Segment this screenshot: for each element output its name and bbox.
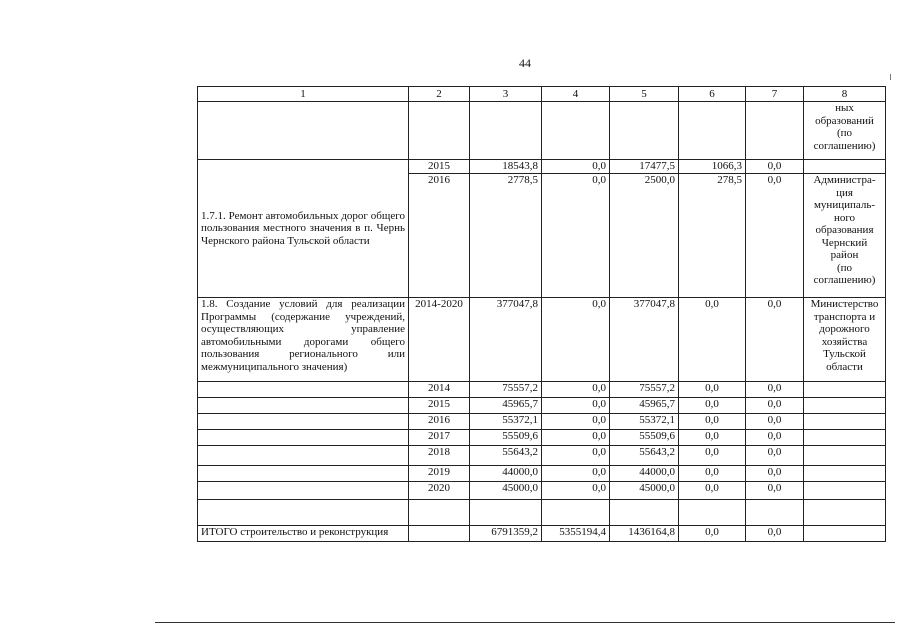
- continuation-cell: [610, 102, 679, 160]
- blank-cell: [804, 526, 886, 542]
- spacer-row: [198, 500, 886, 526]
- value-cell: 0,0: [746, 526, 804, 542]
- blank-cell: [198, 482, 409, 500]
- value-cell: 0,0: [679, 382, 746, 398]
- blank-cell: [804, 382, 886, 398]
- value-cell: 278,5: [679, 174, 746, 298]
- value-cell: 2500,0: [610, 174, 679, 298]
- value-cell: 0,0: [542, 160, 610, 174]
- value-cell: 0,0: [679, 446, 746, 466]
- value-cell: 0,0: [679, 482, 746, 500]
- column-header: 4: [542, 87, 610, 102]
- value-cell: 1436164,8: [610, 526, 679, 542]
- column-header: 7: [746, 87, 804, 102]
- year-cell: 2015: [409, 398, 470, 414]
- value-cell: 55509,6: [610, 430, 679, 446]
- value-cell: 377047,8: [610, 298, 679, 382]
- total-cell: 44000,0: [470, 466, 542, 482]
- value-cell: 0,0: [746, 482, 804, 500]
- blank-cell: [804, 414, 886, 430]
- blank-cell: [198, 466, 409, 482]
- year-cell: 2018: [409, 446, 470, 466]
- column-header: 3: [470, 87, 542, 102]
- total-row: [198, 526, 886, 542]
- column-header: 6: [679, 87, 746, 102]
- year-cell: 2016: [409, 414, 470, 430]
- blank-cell: [542, 500, 610, 526]
- value-cell: 0,0: [679, 466, 746, 482]
- year-cell: 2017: [409, 430, 470, 446]
- total-cell: 75557,2: [470, 382, 542, 398]
- blank-cell: [198, 414, 409, 430]
- table-row: [198, 414, 886, 430]
- value-cell: 0,0: [542, 174, 610, 298]
- total-cell: 377047,8: [470, 298, 542, 382]
- total-cell: 55643,2: [470, 446, 542, 466]
- value-cell: 0,0: [746, 174, 804, 298]
- value-cell: 0,0: [542, 466, 610, 482]
- value-cell: 0,0: [679, 398, 746, 414]
- column-header: 8: [804, 87, 886, 102]
- total-cell: 2778,5: [470, 174, 542, 298]
- blank-cell: [409, 500, 470, 526]
- value-cell: 0,0: [746, 414, 804, 430]
- value-cell: 1066,3: [679, 160, 746, 174]
- value-cell: 0,0: [746, 446, 804, 466]
- total-cell: 18543,8: [470, 160, 542, 174]
- value-cell: 0,0: [746, 382, 804, 398]
- continuation-cell: [542, 102, 610, 160]
- executor-cell: [804, 160, 886, 174]
- item-171-name: 1.7.1. Ремонт автомобильных дорог общего пользования местного значения в п. Чернь Чернского района Тульской области: [201, 209, 405, 247]
- value-cell: 0,0: [679, 526, 746, 542]
- continuation-row: [198, 102, 886, 160]
- blank-cell: [679, 500, 746, 526]
- value-cell: 0,0: [746, 466, 804, 482]
- blank-cell: [804, 482, 886, 500]
- item-171-executor: Администра- ция муниципаль- ного образования Чернский район (по соглашению): [804, 174, 886, 298]
- item-171-name-cell: [198, 160, 409, 298]
- item-18-name: 1.8. Создание условий для реализации Программы (содержание учреждений, осуществляющих управление автомобильными дорогами общего пользования регионального или межмуниципального значения): [201, 298, 405, 373]
- value-cell: 55372,1: [610, 414, 679, 430]
- blank-cell: [804, 466, 886, 482]
- continuation-executor: ных образований (по соглашению): [804, 102, 886, 160]
- table-row: [198, 466, 886, 482]
- value-cell: 0,0: [542, 382, 610, 398]
- header-row: [198, 87, 886, 102]
- year-cell: 2014: [409, 382, 470, 398]
- table-row: [198, 430, 886, 446]
- value-cell: 0,0: [746, 160, 804, 174]
- blank-cell: [409, 526, 470, 542]
- column-header: 2: [409, 87, 470, 102]
- value-cell: 44000,0: [610, 466, 679, 482]
- value-cell: 0,0: [746, 298, 804, 382]
- item-18-name-cell: [198, 298, 409, 382]
- blank-cell: [198, 430, 409, 446]
- blank-cell: [804, 398, 886, 414]
- item-18-executor: Министерство транспорта и дорожного хозяйства Тульской области: [804, 298, 886, 382]
- value-cell: 0,0: [746, 430, 804, 446]
- continuation-cell: [470, 102, 542, 160]
- year-cell: 2019: [409, 466, 470, 482]
- blank-cell: [610, 500, 679, 526]
- continuation-cell: [409, 102, 470, 160]
- value-cell: 0,0: [542, 482, 610, 500]
- period-cell: 2014-2020: [409, 298, 470, 382]
- value-cell: 0,0: [542, 446, 610, 466]
- page-number: 44: [519, 56, 531, 70]
- total-cell: 55509,6: [470, 430, 542, 446]
- blank-cell: [198, 382, 409, 398]
- table-row: [198, 398, 886, 414]
- value-cell: 17477,5: [610, 160, 679, 174]
- value-cell: 0,0: [542, 414, 610, 430]
- footer-rule: [155, 622, 895, 623]
- blank-cell: [198, 446, 409, 466]
- blank-cell: [198, 500, 409, 526]
- table-row: [198, 482, 886, 500]
- column-header: 5: [610, 87, 679, 102]
- column-header: 1: [198, 87, 409, 102]
- margin-mark: [890, 74, 891, 80]
- total-cell: 6791359,2: [470, 526, 542, 542]
- value-cell: 0,0: [746, 398, 804, 414]
- item-171-row-2015: [198, 160, 886, 174]
- budget-table: [197, 86, 886, 542]
- value-cell: 0,0: [679, 298, 746, 382]
- blank-cell: [470, 500, 542, 526]
- total-label: ИТОГО строительство и реконструкция: [198, 526, 409, 542]
- value-cell: 0,0: [679, 430, 746, 446]
- value-cell: 45965,7: [610, 398, 679, 414]
- value-cell: 0,0: [679, 414, 746, 430]
- blank-cell: [746, 500, 804, 526]
- total-cell: 45965,7: [470, 398, 542, 414]
- continuation-cell: [679, 102, 746, 160]
- value-cell: 45000,0: [610, 482, 679, 500]
- year-cell: 2016: [409, 174, 470, 298]
- blank-cell: [804, 430, 886, 446]
- year-cell: 2015: [409, 160, 470, 174]
- value-cell: 75557,2: [610, 382, 679, 398]
- value-cell: 0,0: [542, 430, 610, 446]
- table-row: [198, 446, 886, 466]
- continuation-cell: [746, 102, 804, 160]
- blank-cell: [804, 446, 886, 466]
- value-cell: 0,0: [542, 398, 610, 414]
- table-row: [198, 382, 886, 398]
- value-cell: 5355194,4: [542, 526, 610, 542]
- blank-cell: [804, 500, 886, 526]
- total-cell: 45000,0: [470, 482, 542, 500]
- year-cell: 2020: [409, 482, 470, 500]
- item-18-row: [198, 298, 886, 382]
- continuation-cell: [198, 102, 409, 160]
- value-cell: 55643,2: [610, 446, 679, 466]
- total-cell: 55372,1: [470, 414, 542, 430]
- blank-cell: [198, 398, 409, 414]
- value-cell: 0,0: [542, 298, 610, 382]
